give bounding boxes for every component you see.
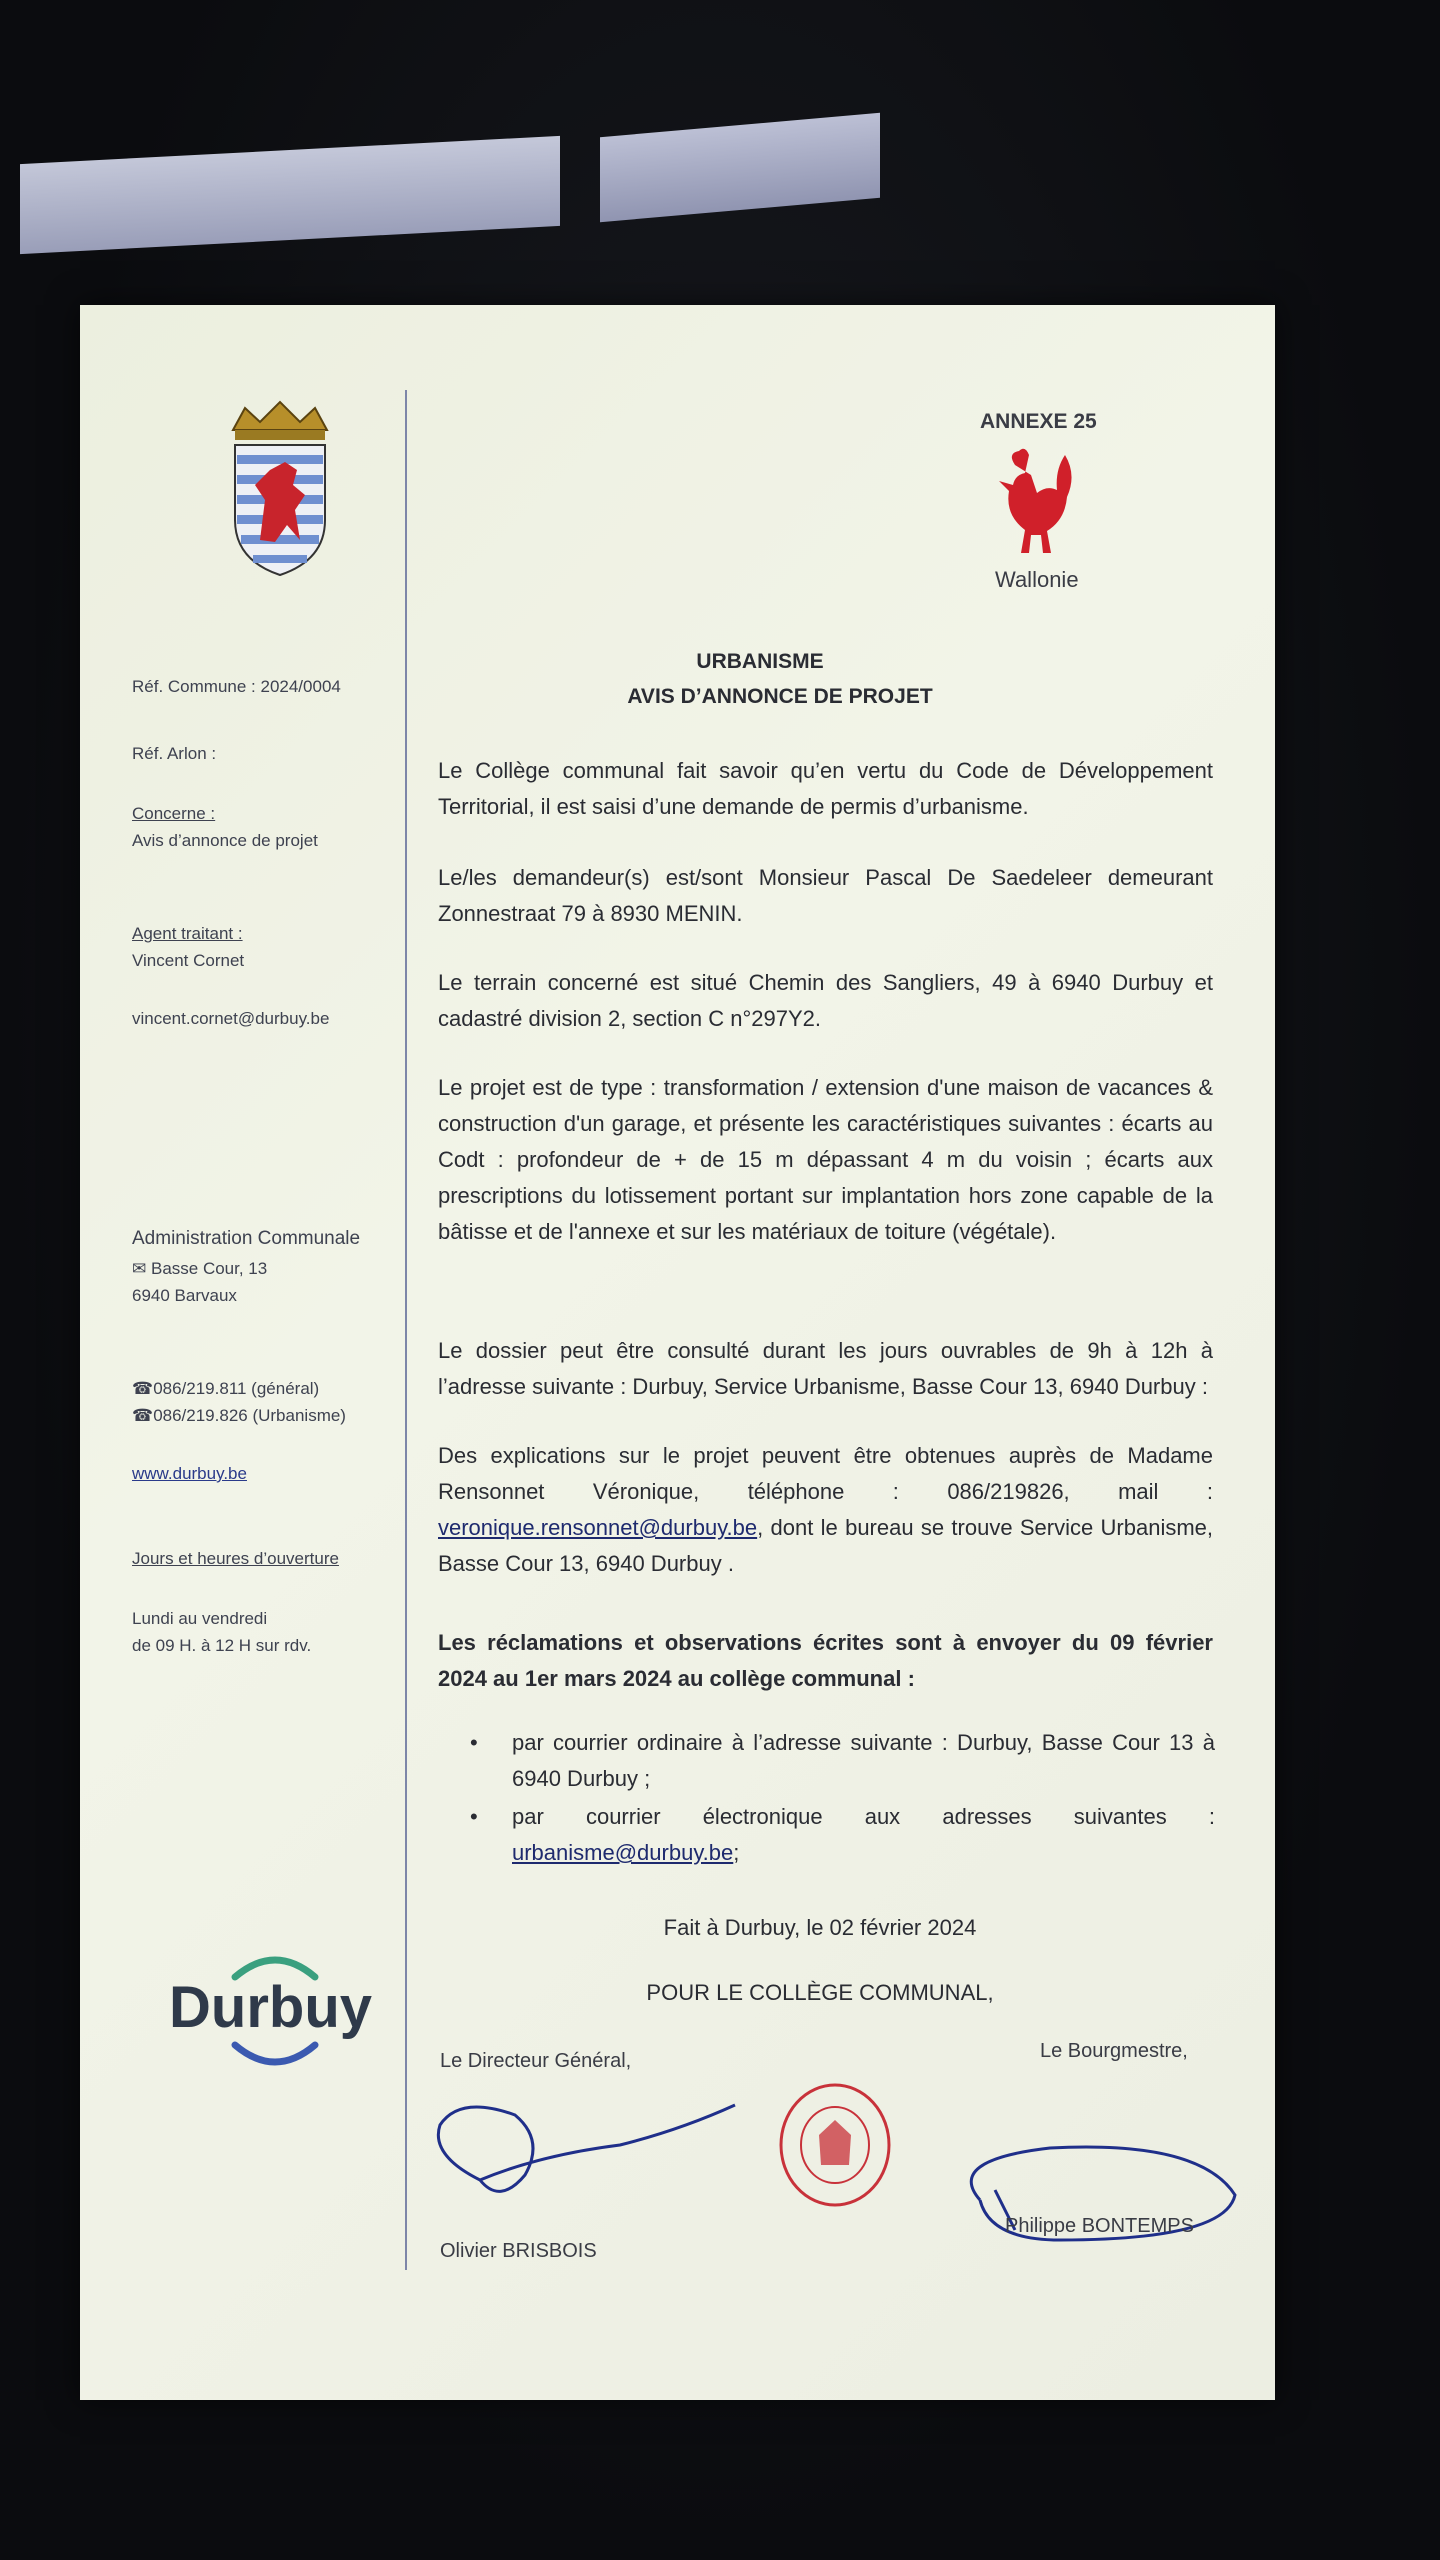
bullet-item xyxy=(470,1799,1215,1871)
pour-college: POUR LE COLLÈGE COMMUNAL, xyxy=(646,1980,994,2005)
paragraph-3: Le terrain concerné est situé Chemin des Sangliers, 49 à 6940 Durbuy et cadastré division 2, section C n°297Y2. xyxy=(438,970,1213,1031)
phone-icon: ☎ xyxy=(132,1406,154,1425)
agent-value: Vincent Cornet xyxy=(132,951,245,970)
durbuy-logo xyxy=(165,1945,385,2075)
bullet-list xyxy=(470,1725,1215,1873)
phone-urbanisme-line xyxy=(132,1402,382,1429)
municipal-stamp xyxy=(775,2080,895,2210)
contact-email-link[interactable]: veronique.rensonnet@durbuy.be xyxy=(438,1515,758,1540)
paragraph-4: Le projet est de type : transformation / extension d'une maison de vacances & construction d'un garage, et présente les caractéristiques suivantes : écarts au Codt : profondeur de + de 15 m dépassant 4 m du voisin ; écarts aux prescriptions du lotissement portant sur implantation hors zone capable de la bâtisse et de l'annexe et sur les matériaux de toiture (végétale). xyxy=(438,1075,1213,1244)
phone-urbanisme: 086/219.826 (Urbanisme) xyxy=(153,1406,346,1425)
fait-a: Fait à Durbuy, le 02 février 2024 xyxy=(663,1915,977,1940)
directeur-name: Olivier BRISBOIS xyxy=(440,2240,597,2262)
agent-email[interactable]: vincent.cornet@durbuy.be xyxy=(132,1009,330,1028)
notice-poster xyxy=(80,305,1275,2400)
bullet-text: par courrier électronique aux adresses suivantes : xyxy=(512,1804,1215,1829)
bourgmestre-name: Philippe BONTEMPS xyxy=(1005,2215,1194,2237)
phone-general-line xyxy=(132,1375,382,1402)
agent-block xyxy=(132,920,382,974)
logo-text: Durbuy xyxy=(169,1975,372,2040)
region-label: Wallonie xyxy=(995,567,1079,592)
paragraph-6-end: , dont le bureau se trouve Service Urbanisme, Basse Cour 13, 6940 Durbuy . xyxy=(438,1515,1213,1576)
notice-title: URBANISME xyxy=(696,650,824,673)
paragraph-6 xyxy=(438,1438,1213,1582)
envelope-icon: ✉ xyxy=(132,1259,147,1278)
paragraph-6-start: Des explications sur le projet peuvent être obtenues auprès de Madame Rensonnet Véronique, téléphone : 086/219826, mail : xyxy=(438,1443,1213,1504)
notice-subtitle: AVIS D’ANNONCE DE PROJET xyxy=(627,685,933,708)
concerne-block xyxy=(132,800,382,854)
hours-title: Jours et heures d’ouverture xyxy=(132,1549,339,1568)
hours-line1: Lundi au vendredi xyxy=(132,1609,268,1628)
paragraph-1: Le Collège communal fait savoir qu’en vertu du Code de Développement Territorial, il est saisi d’une demande de permis d’urbanisme. xyxy=(438,758,1213,819)
directeur-signature xyxy=(420,2085,750,2225)
website-link[interactable]: www.durbuy.be xyxy=(132,1464,247,1483)
vertical-divider xyxy=(405,390,407,2270)
rooster-icon xyxy=(985,445,1080,560)
hours-line2: de 09 H. à 12 H sur rdv. xyxy=(132,1636,312,1655)
phone-general: 086/219.811 (général) xyxy=(153,1379,320,1398)
concerne-label: Concerne : xyxy=(132,804,216,823)
directeur-label: Le Directeur Général, xyxy=(440,2050,632,2072)
admin-address: Basse Cour, 13 xyxy=(150,1259,268,1278)
paragraph-7: Les réclamations et observations écrites sont à envoyer du 09 février 2024 au 1er mars 2024 au collège communal : xyxy=(438,1630,1213,1691)
coat-of-arms-icon xyxy=(225,400,335,580)
ref-arlon: Réf. Arlon : xyxy=(132,744,217,763)
bullet-item: • par courrier ordinaire à l’adresse suivante : Durbuy, Basse Cour 13 à 6940 Durbuy ; xyxy=(470,1725,1215,1797)
admin-title: Administration Communale xyxy=(132,1228,361,1249)
concerne-value: Avis d’annonce de projet xyxy=(132,831,318,850)
agent-label: Agent traitant : xyxy=(132,924,243,943)
paragraph-5: Le dossier peut être consulté durant les jours ouvrables de 9h à 12h à l’adresse suivante : Durbuy, Service Urbanisme, Basse Cour 13, 6940 Durbuy : xyxy=(438,1338,1213,1399)
urbanisme-email-link[interactable]: urbanisme@durbuy.be xyxy=(512,1840,734,1865)
annexe-label: ANNEXE 25 xyxy=(980,410,1097,433)
phone-icon: ☎ xyxy=(132,1379,154,1398)
admin-city: 6940 Barvaux xyxy=(132,1286,237,1305)
paragraph-2: Le/les demandeur(s) est/sont Monsieur Pascal De Saedeleer demeurant Zonnestraat 79 à 8930 MENIN. xyxy=(438,865,1213,926)
bourgmestre-label: Le Bourgmestre, xyxy=(1040,2040,1188,2062)
ref-commune: Réf. Commune : 2024/0004 xyxy=(132,677,341,696)
admin-address-line xyxy=(132,1255,382,1282)
bullet-end: ; xyxy=(733,1840,740,1865)
